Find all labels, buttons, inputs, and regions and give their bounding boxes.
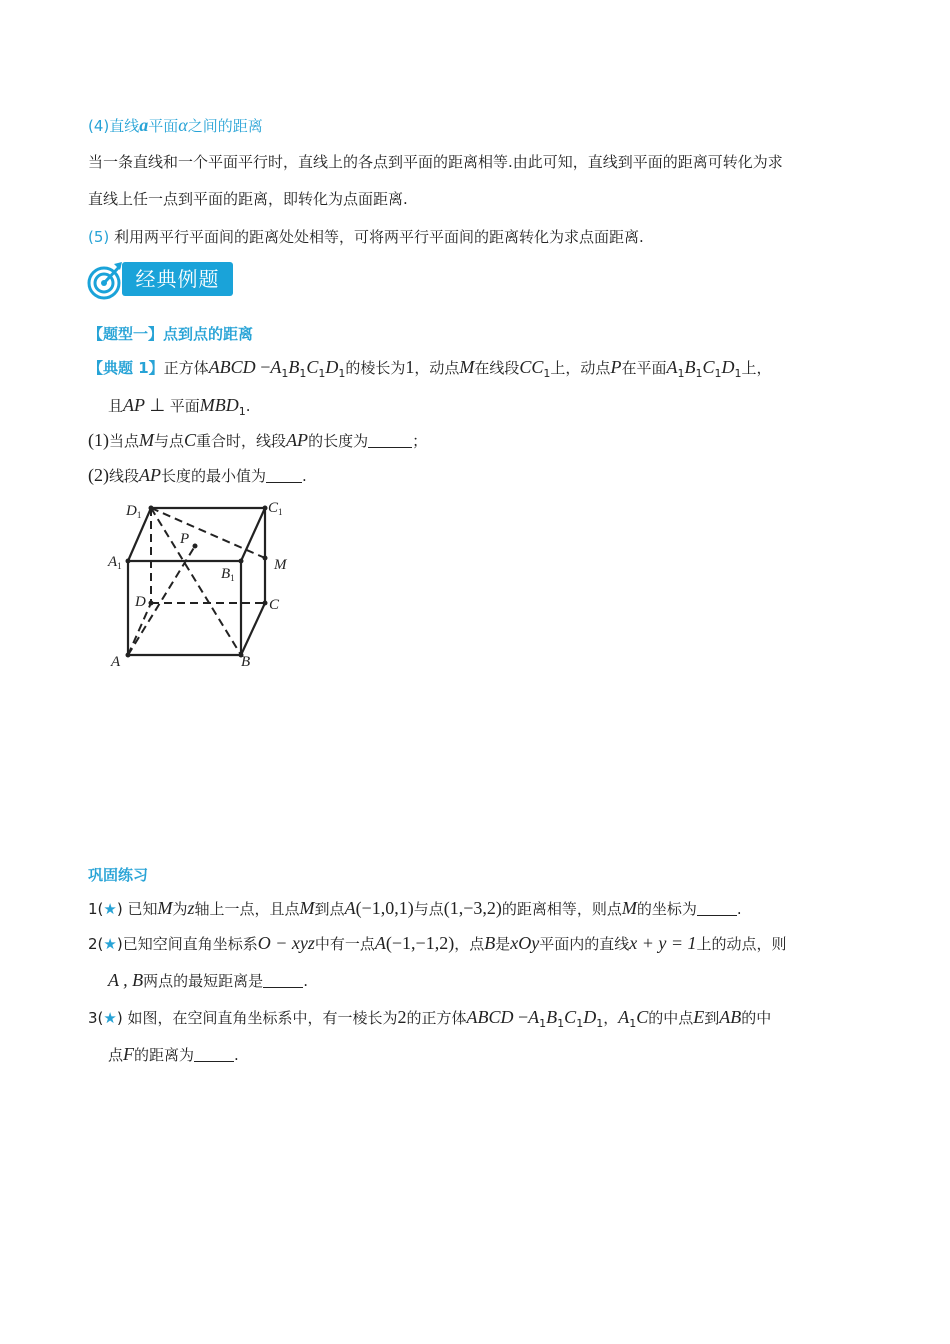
star-icon: ★ [103, 1009, 117, 1027]
target-icon [84, 258, 126, 302]
practice-problem-1: 1(★) 已知M为z轴上一点，且点M到点A(−1,0,1)与点(1,−3,2)的距离相等，则点M的坐标为 . [88, 898, 742, 918]
label-D1: $D_1$ [126, 503, 142, 520]
section4-paragraph-line1: 当一条直线和一个平面平行时，直线上的各点到平面的距离相等.由此可知，直线到平面的距离可转化为求 [88, 153, 783, 171]
label-P: P [180, 531, 190, 547]
label-D: D [135, 594, 146, 610]
practice-problem-2-line2: A , B两点的最短距离是 . [108, 970, 308, 990]
answer-blank [263, 973, 303, 988]
example1-line1: 【典题 1】正方体ABCD $-A_1B_1C_1D_1$的棱长为1，动点M在线段$CC_1$上，动点P在平面$A_1B_1C_1D_1$上， [88, 357, 772, 380]
practice-problem-2-line1: 2(★)已知空间直角坐标系O − xyz中有一点A(−1,−1,2)，点B是xOy平面内的直线x + y = 1上的动点，则 [88, 933, 787, 953]
label-C1: $C_1$ [268, 500, 283, 517]
banner-title: 经典例题 [122, 262, 233, 296]
answer-blank [368, 433, 412, 448]
cube-figure [100, 492, 310, 672]
label-A1: $A_1$ [108, 554, 122, 571]
section4-heading: (4)直线a平面α之间的距离 [88, 115, 263, 135]
type1-title: 【题型一】点到点的距离 [88, 325, 254, 343]
label-M: M [274, 557, 287, 573]
label-B: B [241, 654, 251, 670]
label-A: A [111, 654, 121, 670]
star-icon: ★ [103, 900, 117, 918]
practice-title: 巩固练习 [88, 866, 149, 884]
label-C: C [269, 597, 280, 613]
example1-line2: 且AP ⊥ 平面$MBD_1$. [108, 395, 251, 418]
answer-blank [697, 901, 737, 916]
practice-problem-3-line1: 3(★) 如图，在空间直角坐标系中，有一棱长为2的正方体ABCD $-A_1B_1C_1D_1$，$A_1C$的中点E到AB的中 [88, 1007, 772, 1030]
example1-question1: (1)当点M与点C重合时，线段AP的长度为 ； [88, 430, 428, 450]
practice-problem-3-line2: 点F的距离为 . [108, 1044, 239, 1064]
answer-blank [194, 1047, 234, 1062]
star-icon: ★ [103, 935, 117, 953]
section5-paragraph: (5) 利用两平行平面间的距离处处相等，可将两平行平面间的距离转化为求点面距离. [88, 228, 644, 246]
answer-blank [266, 468, 302, 483]
section4-paragraph-line2: 直线上任一点到平面的距离，即转化为点面距离. [88, 190, 408, 208]
label-B1: $B_1$ [221, 566, 235, 583]
example1-question2: (2)线段AP长度的最小值为 . [88, 465, 307, 485]
